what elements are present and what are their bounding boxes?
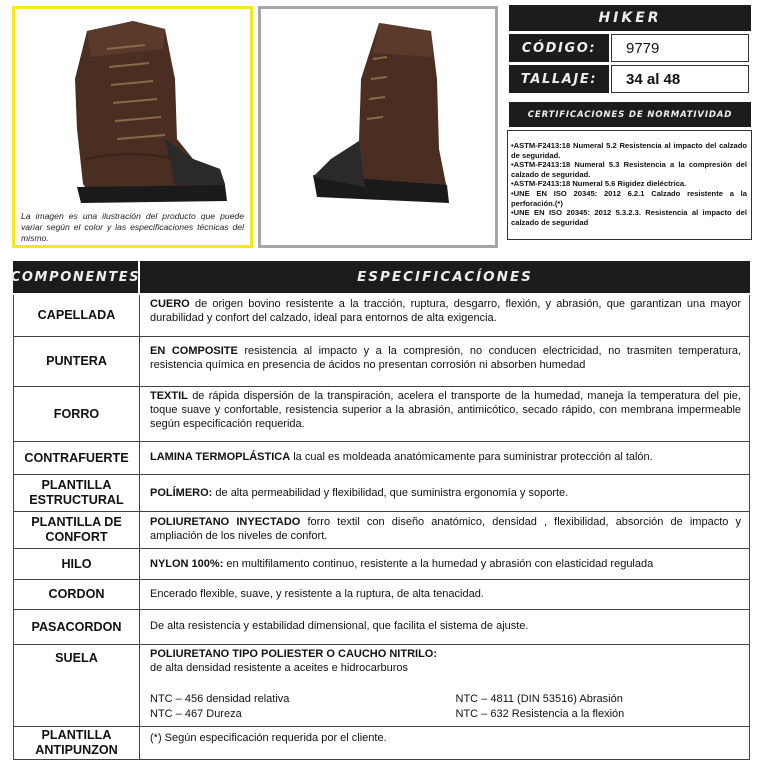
component-name: CONTRAFUERTE <box>14 442 140 474</box>
test-standard: NTC – 632 Resistencia a la flexión <box>455 707 625 720</box>
size-value: 34 al 48 <box>611 65 749 93</box>
certification-item: •UNE EN ISO 20345: 2012 5.3.2.3. Resistencia al impacto del calzado de seguridad <box>511 208 747 227</box>
component-name: SUELA <box>14 645 140 726</box>
component-name: PUNTERA <box>14 337 140 386</box>
table-row <box>13 549 750 580</box>
product-image-rear <box>258 6 498 248</box>
certifications-title: CERTIFICACIONES DE NORMATIVIDAD <box>509 102 751 127</box>
components-column-header: COMPONENTES <box>13 261 138 293</box>
component-spec: (*) Según especificación requerida por el cliente. <box>150 732 387 744</box>
component-spec: NYLON 100%: en multifilamento continuo, resistente a la humedad y abrasión con elasticidad regulada <box>150 558 654 570</box>
table-row <box>13 610 750 645</box>
model-name: HIKER <box>509 5 751 31</box>
boot-side-view-image <box>15 9 250 245</box>
table-row <box>13 475 750 512</box>
code-label: CÓDIGO: <box>509 34 609 62</box>
test-standard: NTC – 4811 (DIN 53516) Abrasión <box>455 692 623 705</box>
table-row <box>13 295 750 337</box>
certification-item: •UNE EN ISO 20345: 2012 6.2.1 Calzado resistente a la perforación.(*) <box>511 188 747 208</box>
test-standard: NTC – 456 densidad relativa <box>150 692 290 705</box>
component-spec: CUERO de origen bovino resistente a la tracción, ruptura, desgarro, flexión, y abrasión, que garantizan una mayor durabilidad y confort del calzado, ideal para entornos de alta exigencia. <box>150 298 741 324</box>
component-spec: POLIURETANO INYECTADO forro textil con diseño anatómico, densidad , flexibilidad, absorción de impacto y ampliación de los niveles de confort. <box>150 516 741 542</box>
sole-test-standards <box>150 692 741 722</box>
component-spec: TEXTIL de rápida dispersión de la transpiración, acelera el transporte de la humedad, maneja la temperatura del pie, toque suave y confortable, resistencia superior a la abrasión, antimicótico, secado rápido, con membrana impermeable según especificación requerida. <box>150 390 741 430</box>
certifications-list <box>507 130 752 240</box>
component-spec: LAMINA TERMOPLÁSTICA la cual es moldeada anatómicamente para suministrar protección al talón. <box>150 451 653 463</box>
table-row <box>13 387 750 442</box>
certification-item: •ASTM-F2413:18 Numeral 5.6 Rigidez dieléctrica. <box>511 179 687 189</box>
size-label: TALLAJE: <box>509 65 609 93</box>
component-spec: EN COMPOSITE resistencia al impacto y a la compresión, no conducen electricidad, no trasmiten temperatura, resistencia química en presencia de ácidos no presentan corrosión ni absorben humedad <box>150 345 742 371</box>
certification-item: •ASTM-F2413:18 Numeral 5.2 Resistencia al impacto del calzado de seguridad. <box>511 141 747 160</box>
component-name: HILO <box>14 549 140 579</box>
component-name: FORRO <box>14 387 140 441</box>
component-name: CAPELLADA <box>14 295 140 336</box>
component-spec: De alta resistencia y estabilidad dimensional, que facilita el sistema de ajuste. <box>150 620 529 632</box>
table-row <box>13 727 750 760</box>
product-image-side <box>12 6 253 248</box>
component-name: PLANTILLA ESTRUCTURAL <box>14 475 140 511</box>
component-name: CORDON <box>14 580 140 609</box>
component-spec: POLIURETANO TIPO POLIESTER O CAUCHO NITRILO: de alta densidad resistente a aceites e hidrocarburos NTC – 456 densidad relativa NTC – 4811 (DIN 53516) Abrasión NTC – 467 Dureza NTC – 632 Resistencia a la flexión <box>140 645 749 726</box>
certification-item: •ASTM-F2413:18 Numeral 5.3 Resistencia a la compresión del calzado de seguridad. <box>511 160 747 179</box>
table-row <box>13 337 750 387</box>
table-row <box>13 645 750 727</box>
code-value: 9779 <box>611 34 749 62</box>
component-name: PLANTILLA DE CONFORT <box>14 512 140 548</box>
test-standard: NTC – 467 Dureza <box>150 707 242 720</box>
component-spec: Encerado flexible, suave, y resistente a la ruptura, de alta tenacidad. <box>150 588 484 600</box>
specifications-column-header: ESPECIFICACÍONES <box>140 261 750 293</box>
component-name: PASACORDON <box>14 610 140 644</box>
component-spec: POLÍMERO: de alta permeabilidad y flexibilidad, que suministra ergonomía y soporte. <box>150 487 569 499</box>
table-row <box>13 580 750 610</box>
component-name: PLANTILLA ANTIPUNZON <box>14 727 140 759</box>
boot-rear-view-image <box>261 9 495 245</box>
table-row <box>13 512 750 549</box>
table-row <box>13 442 750 475</box>
image-disclaimer: La imagen es una ilustración del producto que puede variar según el color y las especificaciones técnicas del mismo. <box>21 211 244 243</box>
